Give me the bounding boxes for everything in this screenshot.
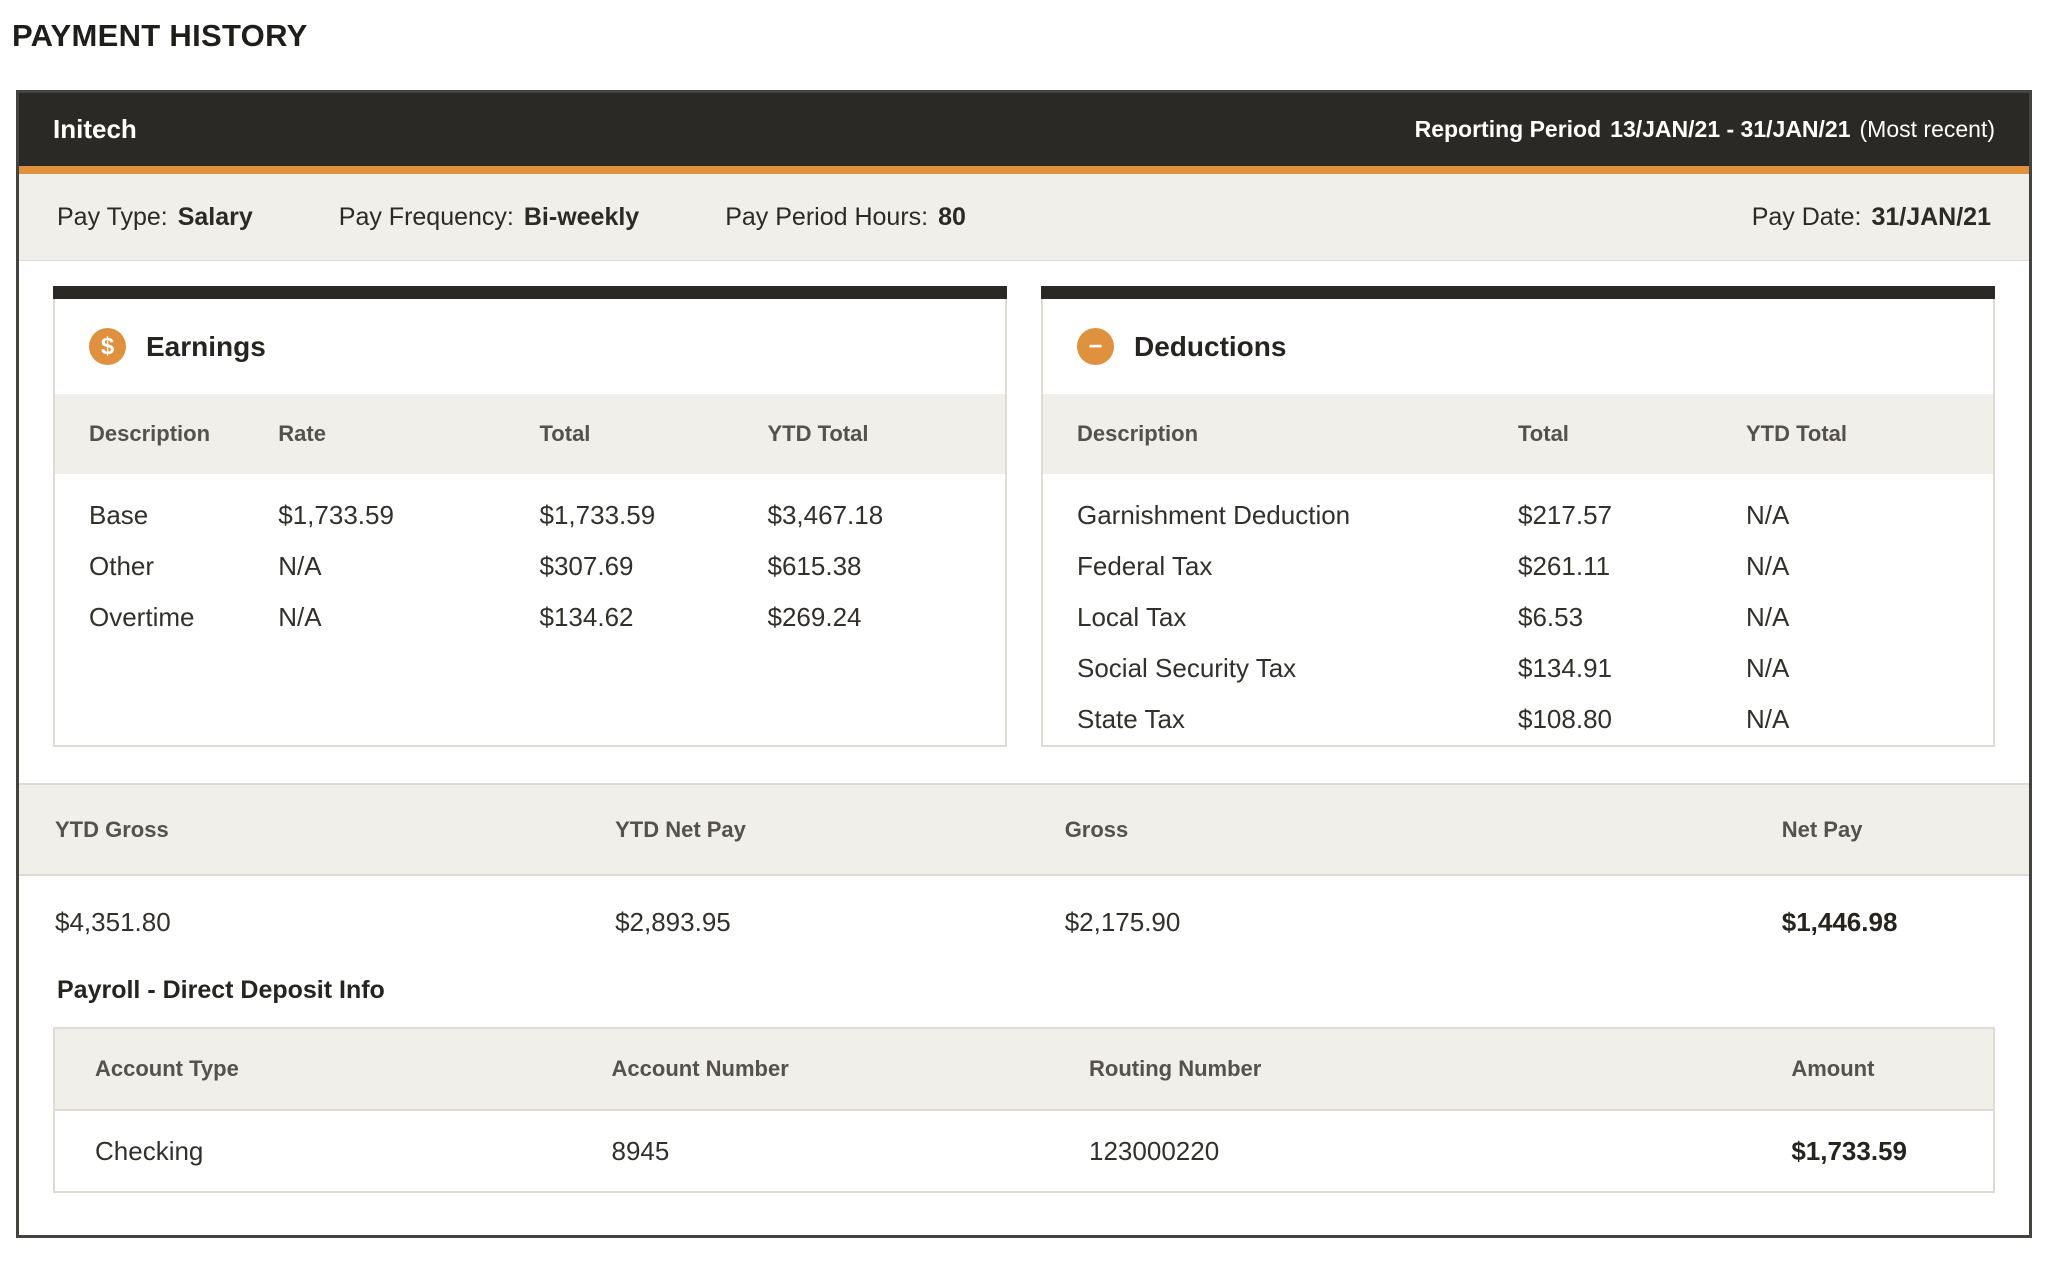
table-row [55, 474, 1005, 541]
column-header: Rate [278, 394, 539, 474]
table-row [1043, 541, 1993, 592]
table-row [55, 592, 1005, 643]
table-cell: N/A [278, 551, 322, 581]
earnings-panel-topbar [53, 286, 1007, 299]
earnings-table [55, 394, 1005, 643]
pay-type-value: Salary [177, 202, 253, 231]
direct-deposit-header-row [55, 1029, 1993, 1111]
ytd-net-pay-label: YTD Net Pay [615, 816, 746, 842]
table-cell: $6.53 [1518, 602, 1584, 632]
table-cell: N/A [1746, 602, 1790, 632]
table-cell: $134.91 [1518, 653, 1612, 683]
pay-period-hours-label: Pay Period Hours: [725, 202, 929, 231]
column-header: Total [1518, 394, 1746, 474]
panels-row [19, 261, 2029, 747]
pay-frequency-value: Bi-weekly [523, 202, 640, 231]
table-cell: $615.38 [767, 551, 862, 581]
company-name: Initech [53, 114, 137, 144]
pay-frequency [339, 203, 639, 232]
table-row [55, 541, 1005, 592]
column-header: Total [540, 394, 768, 474]
pay-date [1752, 203, 1991, 232]
table-row [1043, 643, 1993, 694]
pay-type-label: Pay Type: [57, 202, 168, 231]
table-cell: Local Tax [1077, 602, 1187, 632]
pay-period-hours [725, 203, 966, 232]
net-pay-value: $1,446.98 [1781, 906, 1898, 937]
table-cell: Other [89, 551, 155, 581]
payment-statement-card [16, 90, 2032, 1238]
gross-label: Gross [1064, 816, 1129, 842]
account-type-label: Account Type [95, 1056, 239, 1081]
pay-period-hours-value: 80 [938, 202, 966, 231]
deductions-panel-topbar [1041, 286, 1995, 299]
direct-deposit-data-row [55, 1111, 1993, 1191]
ytd-gross-label: YTD Gross [55, 816, 169, 842]
table-cell: Social Security Tax [1077, 653, 1297, 683]
table-cell: Overtime [89, 602, 195, 632]
summary-values-row [19, 876, 2029, 968]
table-cell: Garnishment Deduction [1077, 500, 1351, 530]
deductions-panel [1041, 286, 1995, 747]
table-cell: Federal Tax [1077, 551, 1213, 581]
earnings-panel [53, 286, 1007, 747]
reporting-period [1415, 116, 1995, 143]
amount-value: $1,733.59 [1791, 1135, 1907, 1166]
deductions-header-row [1043, 394, 1993, 474]
pay-frequency-label: Pay Frequency: [338, 202, 514, 231]
table-cell: $1,733.59 [539, 500, 656, 530]
routing-number-value: 123000220 [1089, 1135, 1220, 1166]
direct-deposit-title: Payroll - Direct Deposit Info [57, 976, 385, 1004]
deductions-table [1043, 394, 1993, 745]
earnings-header-row [55, 394, 1005, 474]
column-header: Description [1043, 394, 1518, 474]
reporting-period-label: Reporting Period [1414, 116, 1602, 142]
table-cell: $108.80 [1518, 704, 1612, 734]
table-cell: State Tax [1077, 704, 1185, 734]
table-cell: $217.57 [1518, 500, 1612, 530]
earnings-title: Earnings [146, 330, 266, 362]
amount-label: Amount [1791, 1056, 1875, 1081]
dollar-circle-icon: $ [89, 328, 126, 365]
account-type-value: Checking [95, 1135, 204, 1166]
pay-date-label: Pay Date: [1751, 202, 1862, 231]
pay-date-value: 31/JAN/21 [1871, 202, 1991, 231]
deductions-title: Deductions [1134, 330, 1287, 362]
accent-bar [19, 166, 2029, 174]
pay-type [57, 203, 253, 232]
gross-value: $2,175.90 [1064, 906, 1181, 937]
account-number-label: Account Number [611, 1056, 789, 1081]
ytd-net-pay-value: $2,893.95 [615, 906, 731, 937]
table-row [1043, 474, 1993, 541]
table-cell: $269.24 [767, 602, 862, 632]
column-header: YTD Total [1746, 394, 1993, 474]
account-number-value: 8945 [611, 1135, 670, 1166]
table-cell: $3,467.18 [767, 500, 884, 530]
table-cell: N/A [1746, 551, 1790, 581]
reporting-period-note: (Most recent) [1859, 116, 1995, 142]
table-cell: $134.62 [539, 602, 634, 632]
column-header: Description [55, 394, 278, 474]
page-title: PAYMENT HISTORY [12, 18, 308, 53]
table-cell: Base [89, 500, 149, 530]
table-cell: N/A [278, 602, 322, 632]
table-cell: $307.69 [539, 551, 634, 581]
table-cell: N/A [1746, 704, 1790, 734]
direct-deposit-table [53, 1027, 1995, 1193]
deductions-panel-header [1043, 299, 1993, 394]
column-header: YTD Total [768, 394, 1006, 474]
reporting-period-value: 13/JAN/21 - 31/JAN/21 [1610, 116, 1851, 142]
table-cell: N/A [1746, 500, 1790, 530]
table-row [1043, 694, 1993, 745]
table-row [1043, 592, 1993, 643]
table-cell: N/A [1746, 653, 1790, 683]
net-pay-label: Net Pay [1781, 816, 1863, 842]
earnings-panel-header [55, 299, 1005, 394]
routing-number-label: Routing Number [1089, 1056, 1262, 1081]
minus-circle-icon: − [1077, 328, 1114, 365]
statement-header [19, 93, 2029, 166]
summary-header-row [19, 783, 2029, 876]
table-cell: $261.11 [1518, 551, 1611, 581]
table-cell: $1,733.59 [278, 500, 394, 530]
pay-info-bar [19, 174, 2029, 261]
ytd-gross-value: $4,351.80 [55, 906, 171, 937]
